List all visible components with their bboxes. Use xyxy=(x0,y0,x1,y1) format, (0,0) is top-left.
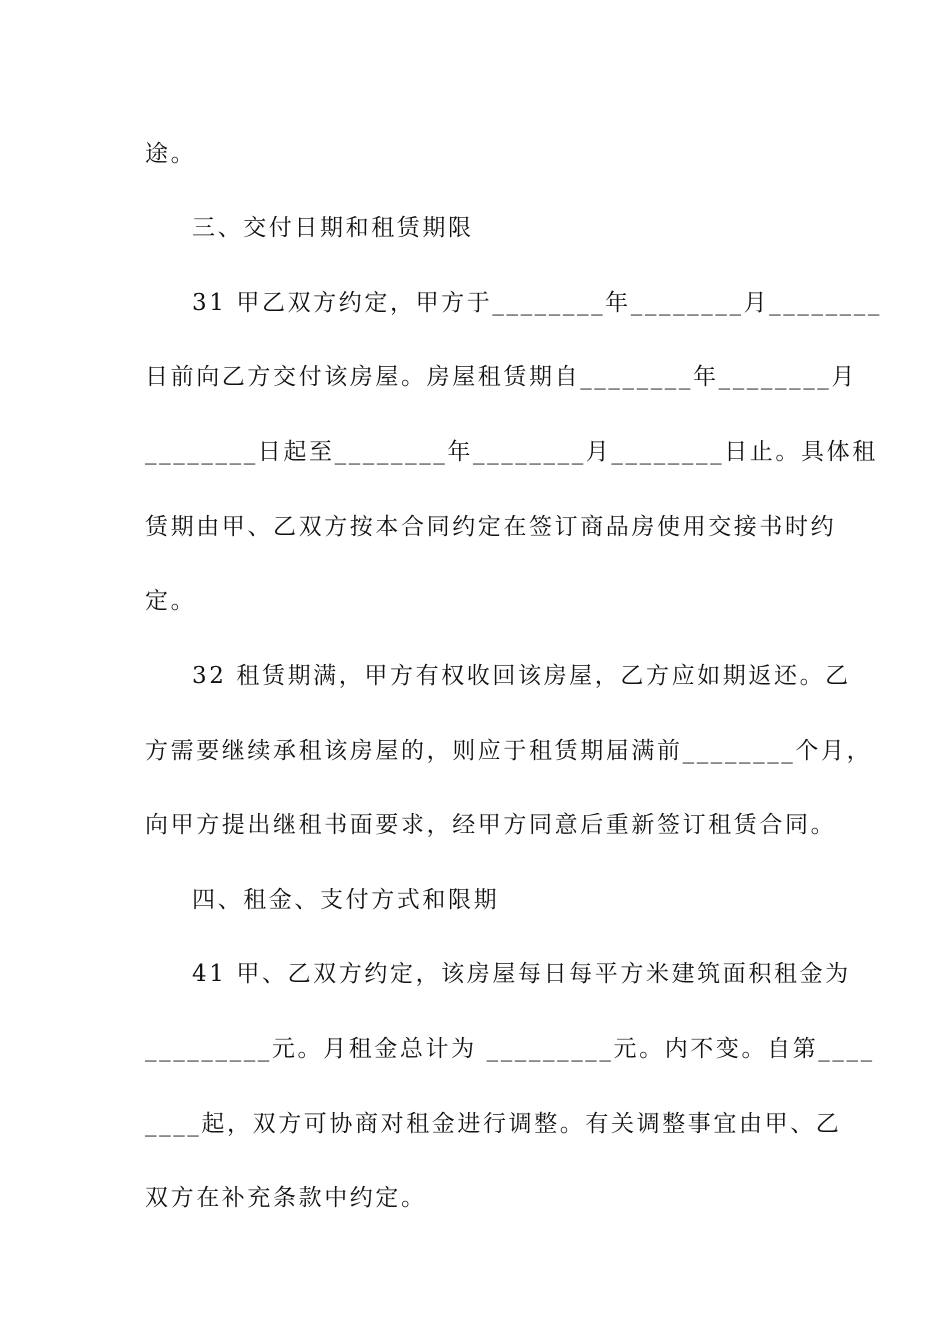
paragraph-line: 途。 xyxy=(145,141,197,167)
paragraph-line: 41 甲、乙双方约定，该房屋每日每平方米建筑面积租金为 xyxy=(192,961,851,987)
paragraph-line: 日前向乙方交付该房屋。房屋租赁期自________年________月 xyxy=(145,364,857,390)
paragraph-line: 双方在补充条款中约定。 xyxy=(145,1185,427,1211)
section-heading: 三、交付日期和租赁期限 xyxy=(192,215,474,241)
section-heading: 四、租金、支付方式和限期 xyxy=(192,887,500,913)
paragraph-line: 向甲方提出继租书面要求，经甲方同意后重新签订租赁合同。 xyxy=(145,812,837,838)
paragraph-line: 方需要继续承租该房屋的，则应于租赁期届满前________个月， xyxy=(145,738,873,764)
paragraph-line: 32 租赁期满，甲方有权收回该房屋，乙方应如期返还。乙 xyxy=(192,663,851,689)
paragraph-line: ____起，双方可协商对租金进行调整。有关调整事宜由甲、乙 xyxy=(145,1111,842,1137)
paragraph-line: ________日起至________年________月________日止。具体租 xyxy=(145,439,878,465)
paragraph-line: _________元。月租金总计为 _________元。内不变。自第____ xyxy=(145,1036,875,1062)
paragraph-line: 定。 xyxy=(145,588,197,614)
paragraph-line: 赁期由甲、乙双方按本合同约定在签订商品房使用交接书时约 xyxy=(145,514,837,540)
paragraph-line: 31 甲乙双方约定，甲方于________年________月________ xyxy=(192,290,882,316)
